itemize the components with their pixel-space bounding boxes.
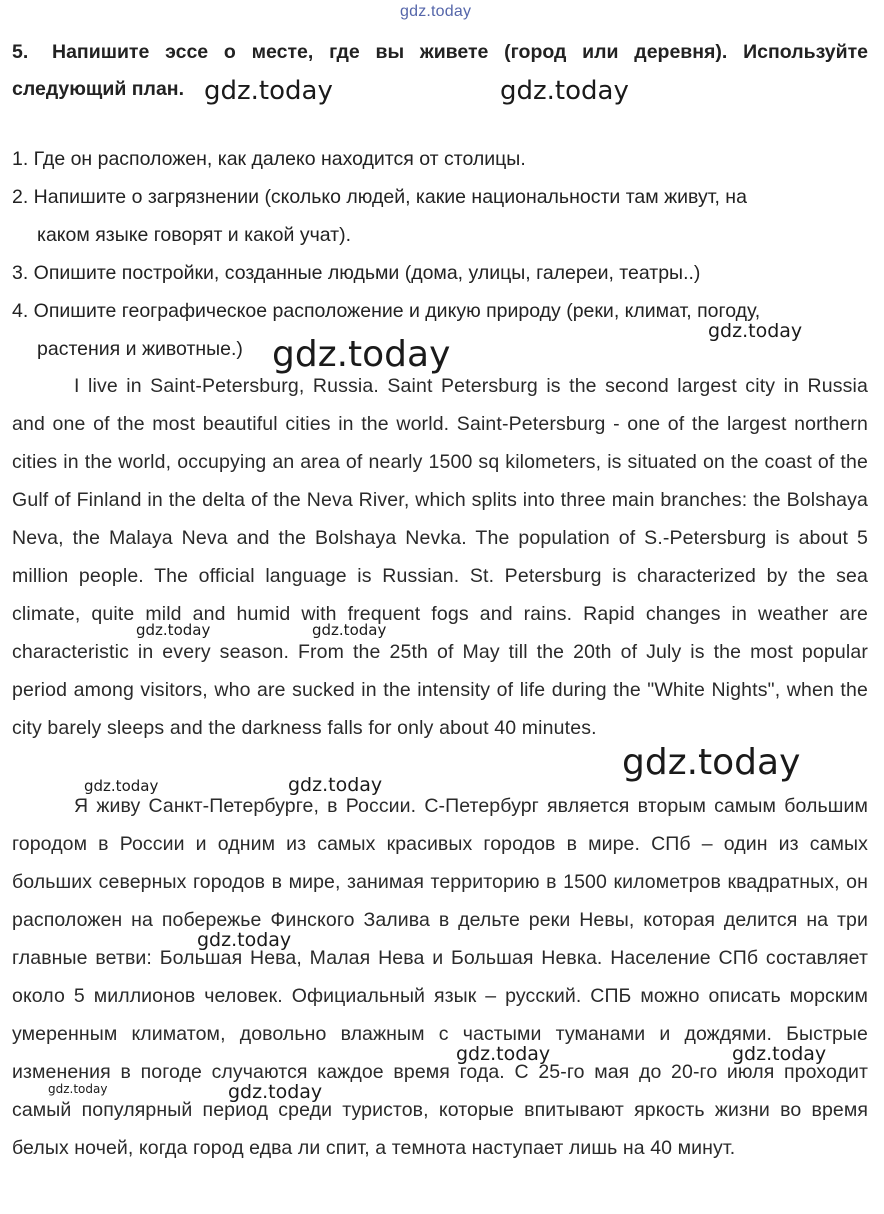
plan-item-1: 1. Где он расположен, как далеко находится от столицы. (12, 148, 526, 170)
plan-item-4-line-2: растения и животные.) (37, 338, 243, 360)
plan-item-4 (12, 292, 868, 330)
watermark: gdz.today (288, 774, 383, 796)
watermark: gdz.today (272, 334, 451, 375)
watermark: gdz.today (708, 320, 803, 342)
task-heading (12, 34, 868, 108)
plan-list (12, 140, 868, 368)
watermark: gdz.today (456, 1043, 551, 1065)
essay-english: I live in Saint-Petersburg, Russia. Saint Petersburg is the second largest city in Russia and one of the most beautiful cities in the world. Saint-Petersburg - one of the largest northern cities in the world, occupying an area of nearly 1500 sq kilometers, is situated on the coast of the Gulf of Finland in the delta of the Neva River, which splits into three main branches: the Bolshaya Neva, the Malaya Neva and the Bolshaya Nevka. The population of S.-Petersburg is about 5 million people. The official language is Russian. St. Petersburg is characterized by the sea climate, quite mild and humid with frequent fogs and rains. Rapid changes in weather are characteristic in every season. From the 25th of May till the 20th of July is the most popular period among visitors, who are sucked in the intensity of life during the "White Nights", when the city barely sleeps and the darkness falls for only about 40 minutes. (12, 375, 868, 739)
watermark: gdz.today (197, 929, 292, 951)
plan-item-4-cont (12, 330, 868, 368)
watermark: gdz.today (136, 621, 211, 639)
plan-item-4-line-1: 4. Опишите географическое расположение и дикую природу (реки, климат, погоду, (12, 300, 761, 322)
task-number: 5. (12, 41, 29, 63)
watermark: gdz.today (622, 742, 801, 783)
task-title-text: Напишите эссе о месте, где вы живете (город или деревня). Используйте следующий план. (12, 41, 868, 100)
plan-item-2 (12, 178, 868, 216)
watermark: gdz.today (84, 777, 159, 795)
watermark: gdz.today (48, 1082, 108, 1096)
plan-item-2-line-2: каком языке говорят и какой учат). (37, 224, 351, 246)
watermark: gdz.today (312, 621, 387, 639)
plan-item-2-cont (12, 216, 868, 254)
site-watermark-header: gdz.today (400, 3, 472, 20)
plan-item-2-line-1: 2. Напишите о загрязнении (сколько людей, какие национальности там живут, на (12, 186, 747, 208)
watermark: gdz.today (500, 76, 629, 106)
watermark: gdz.today (732, 1043, 827, 1065)
watermark: gdz.today (204, 76, 333, 106)
watermark: gdz.today (228, 1081, 323, 1103)
plan-item-3: 3. Опишите постройки, созданные людьми (дома, улицы, галереи, театры..) (12, 262, 701, 284)
essay-russian: Я живу Санкт-Петербурге, в России. С-Петербург является вторым самым большим городом в России и одним из самых красивых городов в мире. СПб – один из самых больших северных городов в мире, занимая территорию в 1500 километров квадратных, он расположен на побережье Финского Залива в дельте реки Невы, которая делится на три главные ветви: Большая Нева, Малая Нева и Большая Невка. Население СПб составляет около 5 миллионов человек. Официальный язык – русский. СПБ можно описать морским умеренным климатом, довольно влажным с частыми туманами и дождями. Быстрые изменения в погоде случаются каждое время года. С 25-го мая до 20-го июля проходит самый популярный период среди туристов, которые впитывают яркость жизни во время белых ночей, когда город едва ли спит, а темнота наступает лишь на 40 минут. (12, 795, 868, 1159)
